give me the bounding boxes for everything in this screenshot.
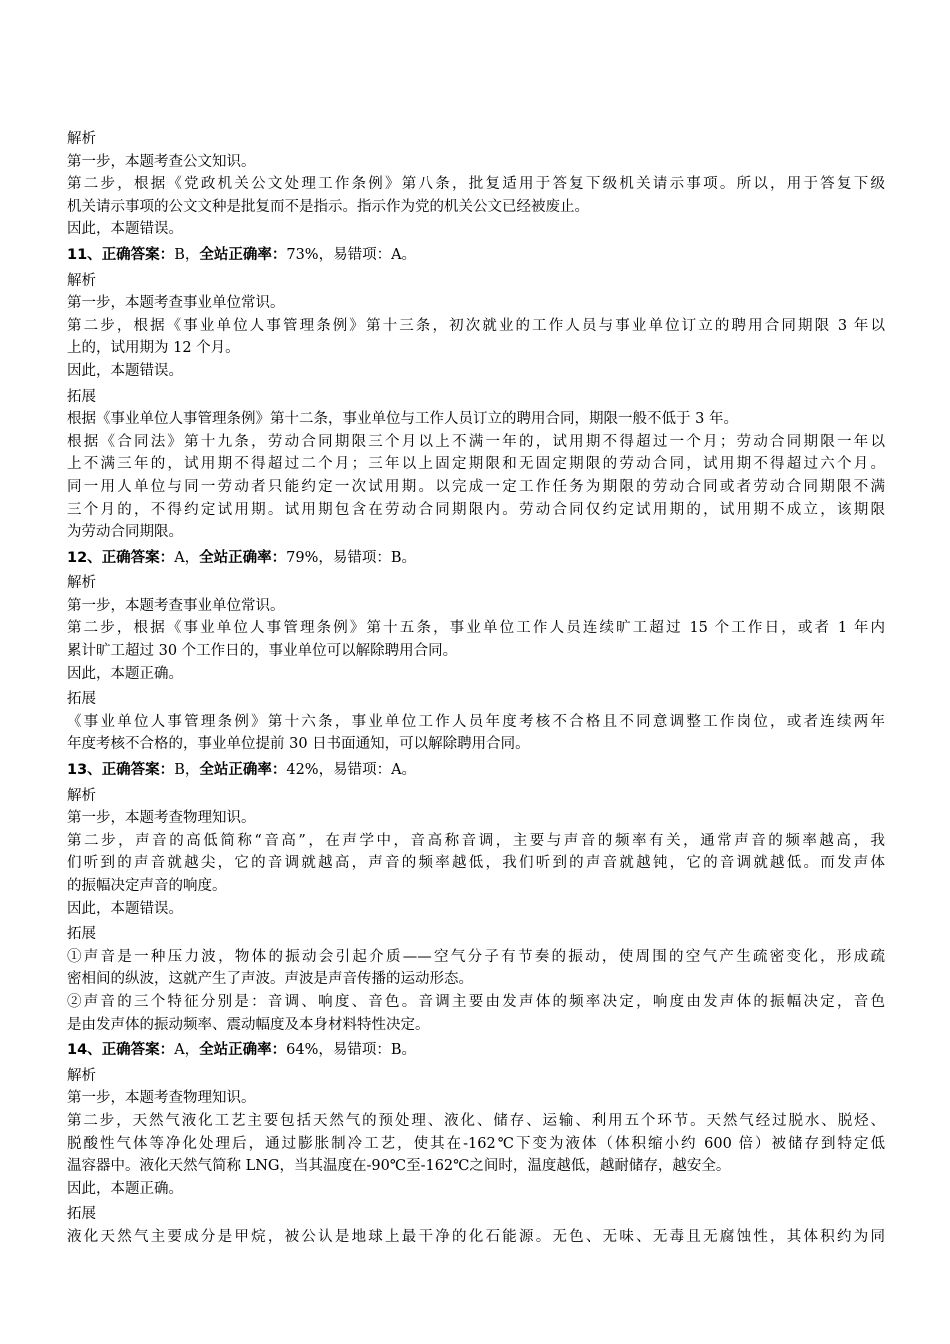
text-line: 们听到的声音就越尖，它的音调就越高，声音的频率越低，我们听到的声音就越钝，它的音调就越低。而发声体 bbox=[67, 855, 885, 872]
question-answer-line bbox=[67, 1039, 885, 1062]
question-answer-line bbox=[67, 759, 885, 782]
section-heading: 解析 bbox=[67, 575, 96, 592]
section-heading: 解析 bbox=[67, 272, 96, 289]
text-line: 三个月的，不得约定试用期。试用期包含在劳动合同期限内。劳动合同仅约定试用期的，试用期不成立，该期限 bbox=[67, 501, 885, 518]
question-number: 12、 bbox=[67, 549, 102, 566]
text-line: 第二步，天然气液化工艺主要包括天然气的预处理、液化、储存、运输、利用五个环节。天然气经过脱水、脱烃、 bbox=[67, 1112, 885, 1129]
answer-value: B， bbox=[174, 762, 200, 779]
text-line: 温容器中。液化天然气简称 LNG，当其温度在-90℃至-162℃之间时，温度越低，越耐储存，越安全。 bbox=[67, 1158, 731, 1175]
text-line: 的振幅决定声音的响度。 bbox=[67, 878, 227, 894]
text-line: 液化天然气主要成分是甲烷，被公认是地球上最干净的化石能源。无色、无味、无毒且无腐蚀性，其体积约为同 bbox=[67, 1228, 885, 1245]
text-line: 第一步，本题考查事业单位常识。 bbox=[67, 295, 285, 312]
text-line: 为劳动合同期限。 bbox=[67, 524, 183, 541]
rate-label: 全站正确率： bbox=[199, 246, 287, 263]
section-heading: 拓展 bbox=[67, 926, 96, 943]
section-heading: 拓展 bbox=[67, 1206, 96, 1223]
text-line: 累计旷工超过 30 个工作日的，事业单位可以解除聘用合同。 bbox=[67, 643, 458, 660]
text-line: ②声音的三个特征分别是：音调、响度、音色。音调主要由发声体的频率决定，响度由发声体的振幅决定，音色 bbox=[67, 993, 885, 1010]
rate-label: 全站正确率： bbox=[199, 762, 287, 779]
question-number: 11、 bbox=[67, 246, 102, 263]
answer-value: B， bbox=[174, 246, 200, 263]
text-line: 因此，本题错误。 bbox=[67, 362, 183, 379]
question-number: 14、 bbox=[67, 1042, 102, 1059]
rate-label: 全站正确率： bbox=[199, 1042, 287, 1059]
answer-label: 正确答案： bbox=[101, 762, 175, 779]
text-line: 因此，本题正确。 bbox=[67, 665, 183, 682]
text-line: 第一步，本题考查物理知识。 bbox=[67, 810, 256, 827]
text-line: 年度考核不合格的，事业单位提前 30 日书面通知，可以解除聘用合同。 bbox=[67, 736, 530, 753]
text-line: 第二步，根据《事业单位人事管理条例》第十三条，初次就业的工作人员与事业单位订立的聘用合同期限 3 年以 bbox=[67, 317, 885, 334]
rate-label: 全站正确率： bbox=[199, 549, 287, 566]
text-line: 密相间的纵波，这就产生了声波。声波是声音传播的运动形态。 bbox=[67, 971, 473, 988]
section-heading: 拓展 bbox=[67, 691, 96, 708]
text-line: 上不满三年的，试用期不得超过二个月；三年以上固定期限和无固定期限的劳动合同，试用期不得超过六个月。 bbox=[67, 456, 885, 473]
answer-label: 正确答案： bbox=[101, 1042, 175, 1059]
text-line: 脱酸性气体等净化处理后，通过膨胀制冷工艺，使其在-162℃下变为液体（体积缩小约 600 倍）被储存到特定低 bbox=[67, 1135, 885, 1152]
section-heading: 解析 bbox=[67, 131, 96, 147]
answer-value: A， bbox=[174, 549, 200, 566]
section-heading: 解析 bbox=[67, 1067, 96, 1084]
text-line: 第一步，本题考查公文知识。 bbox=[67, 153, 256, 170]
section-heading: 解析 bbox=[67, 787, 96, 804]
text-line: 因此，本题错误。 bbox=[67, 221, 183, 238]
text-line: 第二步，声音的高低简称“音高”，在声学中，音高称音调，主要与声音的频率有关，通常声音的频率越高，我 bbox=[67, 832, 885, 849]
text-line: 第二步，根据《党政机关公文处理工作条例》第八条，批复适用于答复下级机关请示事项。所以，用于答复下级 bbox=[67, 176, 885, 193]
text-line: 上的，试用期为 12 个月。 bbox=[67, 340, 240, 357]
question-answer-line bbox=[67, 244, 885, 267]
text-line: 因此，本题正确。 bbox=[67, 1180, 183, 1197]
section-heading: 拓展 bbox=[67, 388, 96, 405]
text-line: 因此，本题错误。 bbox=[67, 900, 183, 917]
answer-label: 正确答案： bbox=[101, 246, 175, 263]
text-line: 机关请示事项的公文文种是批复而不是指示。指示作为党的机关公文已经被废止。 bbox=[67, 198, 589, 215]
question-number: 13、 bbox=[67, 762, 102, 779]
rate-value: 79%，易错项：B。 bbox=[286, 549, 417, 566]
text-line: 第一步，本题考查事业单位常识。 bbox=[67, 597, 285, 614]
text-line: 《事业单位人事管理条例》第十六条，事业单位工作人员年度考核不合格且不同意调整工作岗位，或者连续两年 bbox=[67, 713, 885, 730]
rate-value: 64%，易错项：B。 bbox=[286, 1042, 417, 1059]
text-line: ①声音是一种压力波，物体的振动会引起介质——空气分子有节奏的振动，使周围的空气产生疏密变化，形成疏 bbox=[67, 948, 885, 965]
rate-value: 42%，易错项：A。 bbox=[286, 762, 417, 779]
text-line: 根据《合同法》第十九条，劳动合同期限三个月以上不满一年的，试用期不得超过一个月；劳动合同期限一年以 bbox=[67, 433, 885, 450]
answer-value: A， bbox=[174, 1042, 200, 1059]
rate-value: 73%，易错项：A。 bbox=[286, 246, 417, 263]
text-line: 同一用人单位与同一劳动者只能约定一次试用期。以完成一定工作任务为期限的劳动合同或者劳动合同期限不满 bbox=[67, 478, 885, 495]
question-answer-line bbox=[67, 547, 885, 570]
text-line: 是由发声体的振动频率、震动幅度及本身材料特性决定。 bbox=[67, 1016, 430, 1033]
document-page bbox=[67, 125, 885, 1249]
answer-label: 正确答案： bbox=[101, 549, 175, 566]
text-line: 第二步，根据《事业单位人事管理条例》第十五条，事业单位工作人员连续旷工超过 15 个工作日，或者 1 年内 bbox=[67, 620, 885, 637]
text-line: 根据《事业单位人事管理条例》第十二条，事业单位与工作人员订立的聘用合同，期限一般不低于 3 年。 bbox=[67, 411, 738, 428]
text-line: 第一步，本题考查物理知识。 bbox=[67, 1090, 256, 1107]
